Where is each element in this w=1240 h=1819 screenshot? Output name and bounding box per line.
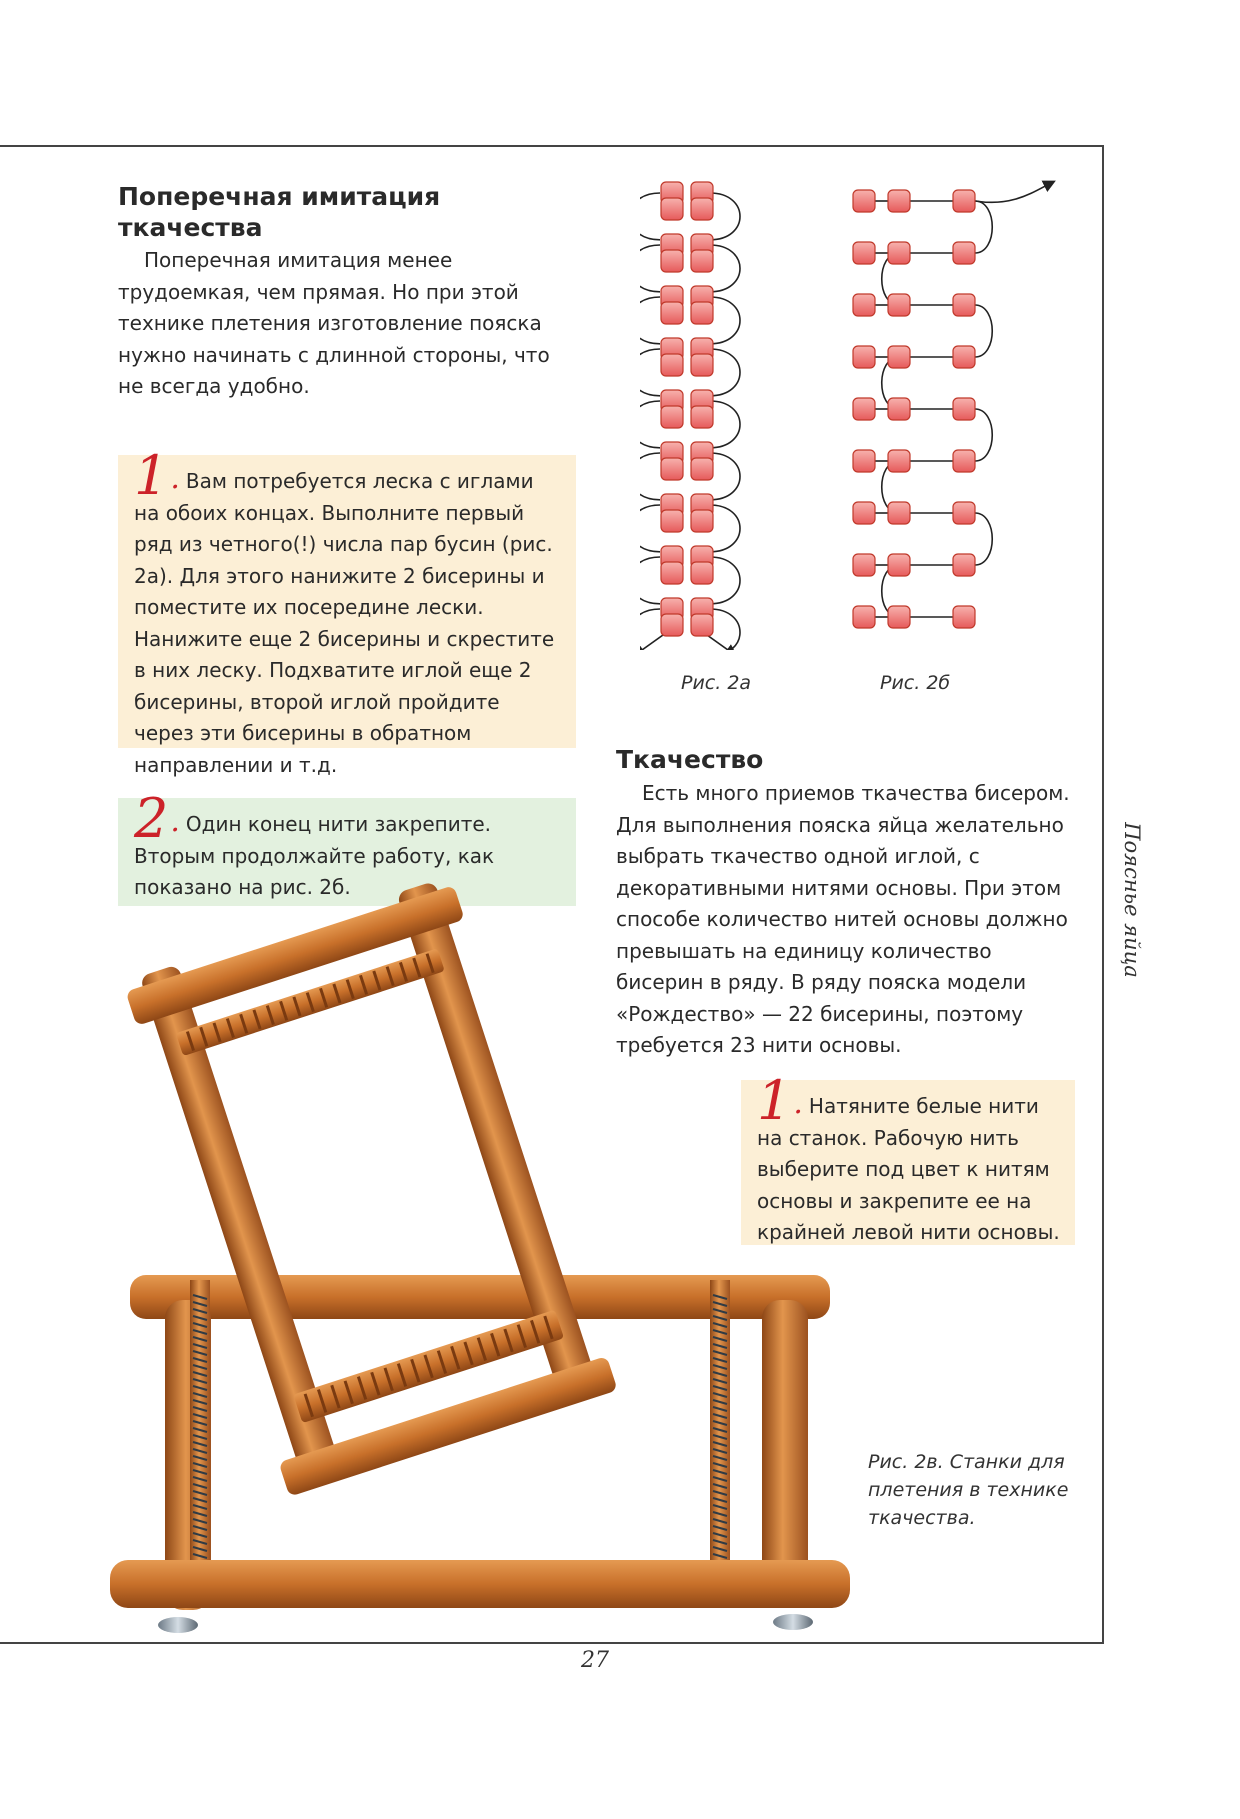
bead	[953, 554, 975, 576]
section-title-line2: ткачества	[118, 213, 263, 242]
thread-path	[710, 245, 740, 292]
thread-path	[710, 193, 740, 240]
bead	[888, 606, 910, 628]
section2-text: Есть много приемов ткачества бисером. Для выполнения пояска яйца желательно выбрать ткачество одной иглой, с декоративными нитями основы. При этом способе количество нитей основы должно превышать на единицу количество бисерин в ряду. В ряду пояска модели «Рождество» — 22 бисерины, поэтому требуется 23 нити основы.	[616, 781, 1070, 1057]
thread-path	[975, 182, 1053, 202]
bead	[691, 562, 713, 584]
bead	[953, 606, 975, 628]
thread-path	[710, 557, 740, 604]
bead	[853, 242, 875, 264]
bead	[661, 458, 683, 480]
bead	[853, 450, 875, 472]
bead	[853, 294, 875, 316]
thread-path	[640, 245, 660, 292]
bead-diagrams	[640, 170, 1080, 650]
bead	[661, 198, 683, 220]
bead	[953, 398, 975, 420]
thread-path	[640, 505, 660, 552]
step-text: Вам потребуется леска с иглами на обоих концах. Выполните первый ряд из четного(!) числа пар бусин (рис. 2а). Для этого нанижите 2 бисерины и поместите их посередине лески. Нанижите еще 2 бисерины и скрестите в них леску. Подхватите иглой еще 2 бисерины, второй иглой пройдите через эти бисерины в обратном направлении и т.д.	[134, 469, 555, 777]
bead	[691, 510, 713, 532]
bead	[888, 346, 910, 368]
thread-path	[710, 349, 740, 396]
bead	[853, 606, 875, 628]
bead	[888, 450, 910, 472]
bead	[888, 554, 910, 576]
bead	[888, 294, 910, 316]
step-dot: .	[170, 804, 180, 839]
bead	[953, 242, 975, 264]
figure-2a	[640, 182, 740, 650]
step-dot: .	[793, 1086, 803, 1121]
thread-path	[975, 513, 992, 565]
bead	[888, 242, 910, 264]
side-running-title	[1102, 820, 1162, 980]
bead	[661, 406, 683, 428]
thread-path	[640, 401, 660, 448]
bead	[953, 346, 975, 368]
bead	[691, 614, 713, 636]
bead	[953, 450, 975, 472]
base-right-plate	[710, 1280, 730, 1600]
bead	[953, 190, 975, 212]
caption-fig-2a: Рис. 2а	[681, 672, 752, 694]
bead	[853, 398, 875, 420]
wing-nut-icon	[158, 1617, 198, 1633]
side-title-text: Пояснье яйца	[1120, 822, 1144, 978]
thread-path	[640, 193, 660, 240]
bead	[953, 502, 975, 524]
bead	[691, 458, 713, 480]
section-heading-cross-imitation	[118, 181, 578, 243]
bead	[853, 346, 875, 368]
caption-fig-2b: Рис. 2б	[880, 672, 951, 694]
bead	[661, 354, 683, 376]
bead	[691, 354, 713, 376]
loom-illustration	[110, 870, 870, 1640]
section-heading-weaving	[616, 744, 1076, 775]
bead	[661, 614, 683, 636]
bead	[691, 198, 713, 220]
section2-title: Ткачество	[616, 745, 764, 774]
bead	[661, 562, 683, 584]
figure-2b	[853, 182, 1053, 628]
bead	[888, 398, 910, 420]
bead	[691, 302, 713, 324]
step-number: 1	[757, 1069, 792, 1132]
step-text: Натяните белые нити на станок. Рабочую нить выберите под цвет к нитям основы и закрепите ее на крайней левой нити основы.	[757, 1094, 1060, 1244]
section-title-line1: Поперечная имитация	[118, 182, 441, 211]
bead	[853, 554, 875, 576]
bead	[691, 406, 713, 428]
base-right-post	[762, 1300, 808, 1600]
bead	[661, 510, 683, 532]
thread-path	[975, 305, 992, 357]
step-text: Один конец нити закрепите. Вторым продолжайте работу, как показано на рис. 2б.	[134, 812, 495, 899]
thread-path	[710, 609, 740, 650]
thread-path	[640, 557, 660, 604]
bead	[853, 502, 875, 524]
section1-text: Поперечная имитация менее трудоемкая, чем прямая. Но при этой технике плетения изготовление пояска нужно начинать с длинной стороны, что не всегда удобно.	[118, 248, 550, 398]
thread-path	[710, 453, 740, 500]
thread-path	[710, 401, 740, 448]
step-number: 1	[134, 444, 169, 507]
bead	[661, 250, 683, 272]
bead	[888, 502, 910, 524]
step-number: 2	[134, 787, 169, 850]
page-number: 27	[581, 1648, 609, 1673]
bead	[953, 294, 975, 316]
bead	[888, 190, 910, 212]
wing-nut-icon	[773, 1614, 813, 1630]
caption-fig-2v: Рис. 2в. Станки для плетения в технике ткачества.	[868, 1451, 1069, 1529]
thread-path	[640, 453, 660, 500]
thread-path	[640, 297, 660, 344]
section1-paragraph	[118, 245, 564, 403]
thread-path	[640, 349, 660, 396]
frame-bottom-bar	[279, 1356, 618, 1497]
thread-path	[710, 505, 740, 552]
bead	[691, 250, 713, 272]
bead	[661, 302, 683, 324]
thread-path	[975, 201, 992, 253]
thread-path	[710, 297, 740, 344]
bead	[853, 190, 875, 212]
base-left-plate	[190, 1280, 210, 1600]
step-dot: .	[170, 461, 180, 496]
step-box-1-left	[118, 444, 576, 777]
thread-path	[975, 409, 992, 461]
